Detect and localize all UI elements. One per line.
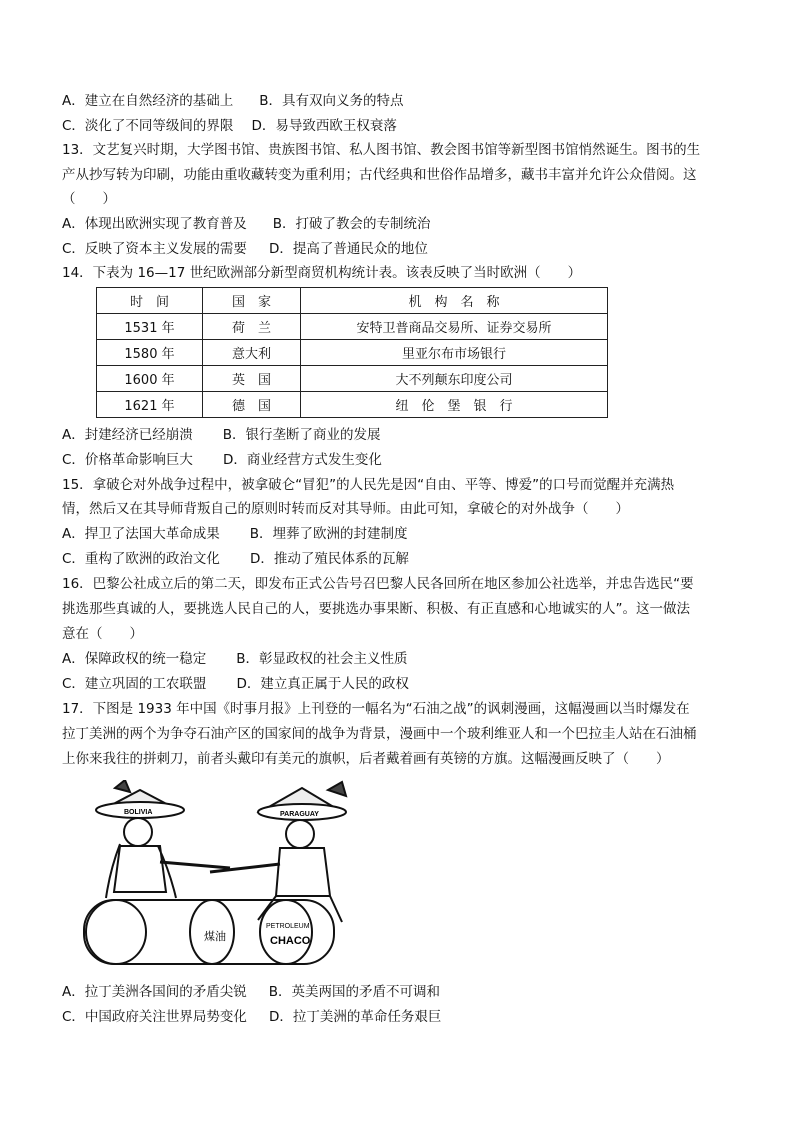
q17-option-c: C．中国政府关注世界局势变化	[62, 1009, 247, 1025]
q12-option-d: D．易导致西欧王权衰落	[251, 118, 397, 134]
cell-country: 德 国	[203, 392, 301, 418]
q13-stem-line3: （ ）	[62, 191, 116, 207]
q16-stem-line1: 16．巴黎公社成立后的第二天，即发布正式公告号召巴黎人民各回所在地区参加公社选举，并忠告选民“要	[62, 576, 694, 592]
q15-options-row2	[62, 549, 409, 569]
q17-option-b: B．英美两国的矛盾不可调和	[268, 984, 441, 1000]
q12-option-c: C．淡化了不同等级间的界限	[62, 118, 234, 134]
q16-option-b: B．彰显政权的社会主义性质	[236, 651, 408, 667]
q15-option-d: D．推动了殖民体系的瓦解	[249, 551, 409, 567]
q17-stem-line2: 拉丁美洲的两个为争夺石油产区的国家间的战争为背景，漫画中一个玻利维亚人和一个巴拉圭人站在石油桶	[62, 726, 697, 742]
q15-options-row1	[62, 524, 408, 544]
q15-option-c: C．重构了欧洲的政治文化	[62, 551, 220, 567]
col-header-time: 时 间	[97, 288, 203, 314]
cell-institution: 里亚尔布市场银行	[301, 340, 608, 366]
cell-institution: 纽 伦 堡 银 行	[301, 392, 608, 418]
q12-options-row2	[62, 116, 397, 136]
cell-country: 意大利	[203, 340, 301, 366]
hat-label-left: BOLIVIA	[124, 809, 153, 816]
barrel-label-2: 煤油	[204, 930, 226, 943]
cell-institution: 大不列颠东印度公司	[301, 366, 608, 392]
cell-time: 1580 年	[97, 340, 203, 366]
table-row	[97, 392, 608, 418]
oil-war-cartoon	[80, 780, 370, 968]
q12-option-b: B．具有双向义务的特点	[259, 93, 404, 109]
q13-option-a: A．体现出欧洲实现了教育普及	[62, 216, 247, 232]
q16-option-d: D．建立真正属于人民的政权	[236, 676, 409, 692]
cell-time: 1531 年	[97, 314, 203, 340]
q15-stem-line1: 15．拿破仑对外战争过程中，被拿破仑“冒犯”的人民先是因“自由、平等、博爱”的口号而觉醒并充满热	[62, 477, 675, 493]
table-row	[97, 366, 608, 392]
q14-stem: 14．下表为 16—17 世纪欧洲部分新型商贸机构统计表。该表反映了当时欧洲（ ）	[62, 265, 582, 281]
q16-options-row2	[62, 674, 409, 694]
q13-stem-line1: 13．文艺复兴时期，大学图书馆、贵族图书馆、私人图书馆、教会图书馆等新型图书馆悄然诞生。图书的生	[62, 142, 701, 158]
q13-stem-line2: 产从抄写转为印刷，功能由重收藏转变为重利用；古代经典和世俗作品增多，藏书丰富并允许公众借阅。这	[62, 167, 697, 183]
cell-country: 英 国	[203, 366, 301, 392]
q13-options-row1	[62, 214, 431, 234]
cell-time: 1600 年	[97, 366, 203, 392]
q14-option-b: B．银行垄断了商业的发展	[222, 427, 381, 443]
cell-institution: 安特卫普商品交易所、证券交易所	[301, 314, 608, 340]
q17-options-row1	[62, 982, 440, 1002]
q15-stem-line2: 情，然后又在其导师背叛自己的原则时转而反对其导师。由此可知，拿破仑的对外战争（ ）	[62, 501, 629, 517]
q12-option-a: A．建立在自然经济的基础上	[62, 93, 234, 109]
q15-option-a: A．捍卫了法国大革命成果	[62, 526, 220, 542]
barrel-label-3a: PETROLEUM	[266, 923, 310, 930]
table-row	[97, 314, 608, 340]
q14-options-row2	[62, 450, 382, 470]
q12-options-row1	[62, 91, 404, 111]
q13-option-b: B．打破了教会的专制统治	[272, 216, 431, 232]
q16-option-c: C．建立巩固的工农联盟	[62, 676, 207, 692]
barrel-label-3b: CHACO	[270, 935, 311, 947]
q13-options-row2	[62, 239, 428, 259]
q17-options-row2	[62, 1007, 441, 1027]
q15-option-b: B．埋葬了欧洲的封建制度	[249, 526, 408, 542]
q17-stem-line3: 上你来我往的拼刺刀，前者头戴印有美元的旗帜，后者戴着画有英镑的方旗。这幅漫画反映了（ ）	[62, 751, 670, 767]
cell-time: 1621 年	[97, 392, 203, 418]
q14-option-c: C．价格革命影响巨大	[62, 452, 193, 468]
q13-option-d: D．提高了普通民众的地位	[268, 241, 428, 257]
q16-stem-line2: 挑选那些真诚的人，要挑选人民自己的人，要挑选办事果断、积极、有正直感和心地诚实的人”。这一做法	[62, 601, 690, 617]
table-header-row	[97, 288, 608, 314]
table-row	[97, 340, 608, 366]
q14-options-row1	[62, 425, 381, 445]
q14-table	[96, 287, 608, 418]
q14-option-d: D．商业经营方式发生变化	[222, 452, 382, 468]
cell-country: 荷 兰	[203, 314, 301, 340]
q16-options-row1	[62, 649, 408, 669]
col-header-country: 国 家	[203, 288, 301, 314]
q17-option-d: D．拉丁美洲的革命任务艰巨	[268, 1009, 442, 1025]
q16-stem-line3: 意在（ ）	[62, 626, 143, 642]
col-header-institution: 机 构 名 称	[301, 288, 608, 314]
q17-option-a: A．拉丁美洲各国间的矛盾尖锐	[62, 984, 247, 1000]
q13-option-c: C．反映了资本主义发展的需要	[62, 241, 247, 257]
hat-label-right: PARAGUAY	[280, 811, 319, 818]
q14-option-a: A．封建经济已经崩溃	[62, 427, 193, 443]
q16-option-a: A．保障政权的统一稳定	[62, 651, 207, 667]
q17-stem-line1: 17．下图是 1933 年中国《时事月报》上刊登的一幅名为“石油之战”的讽刺漫画，这幅漫画以当时爆发在	[62, 701, 690, 717]
